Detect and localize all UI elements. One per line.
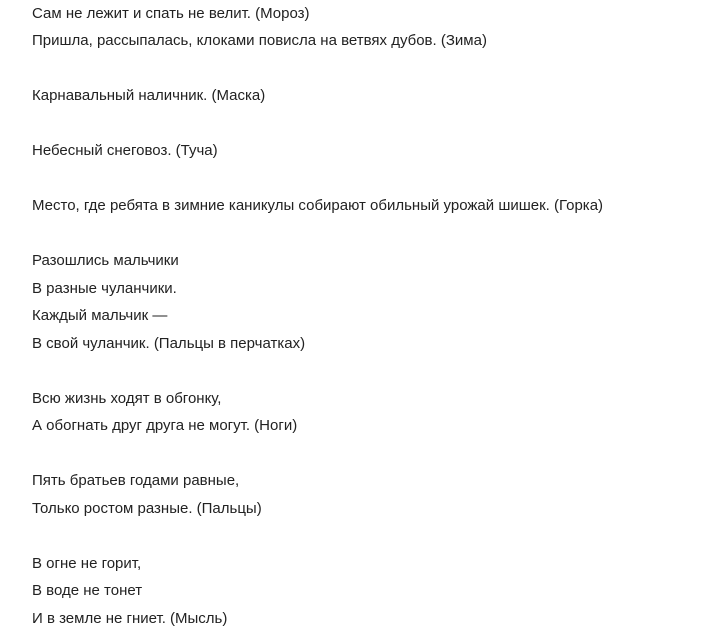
riddle-line: Всю жизнь ходят в обгонку, bbox=[32, 390, 222, 407]
riddle-line: Небесный снеговоз. (Туча) bbox=[32, 142, 218, 159]
riddle-line: Разошлись мальчики bbox=[32, 252, 179, 269]
riddle-line: Пришла, рассыпалась, клоками повисла на ветвях дубов. (Зима) bbox=[32, 32, 487, 49]
riddle-line: В свой чуланчик. (Пальцы в перчатках) bbox=[32, 335, 306, 352]
riddle-line: Сам не лежит и спать не велит. (Мороз) bbox=[32, 5, 310, 22]
riddle-line: В разные чуланчики. bbox=[32, 280, 177, 297]
riddle-line: Пять братьев годами равные, bbox=[32, 472, 240, 489]
riddle-line: И в земле не гниет. (Мысль) bbox=[32, 610, 228, 627]
riddle-line: Карнавальный наличник. (Маска) bbox=[32, 87, 266, 104]
riddle-line: Каждый мальчик — bbox=[32, 307, 168, 324]
riddle-line: А обогнать друг друга не могут. (Ноги) bbox=[32, 417, 298, 434]
riddle-line: В воде не тонет bbox=[32, 582, 143, 599]
riddle-line: Место, где ребята в зимние каникулы собирают обильный урожай шишек. (Горка) bbox=[32, 197, 604, 214]
riddle-line: Только ростом разные. (Пальцы) bbox=[32, 500, 262, 517]
riddle-line: В огне не горит, bbox=[32, 555, 142, 572]
